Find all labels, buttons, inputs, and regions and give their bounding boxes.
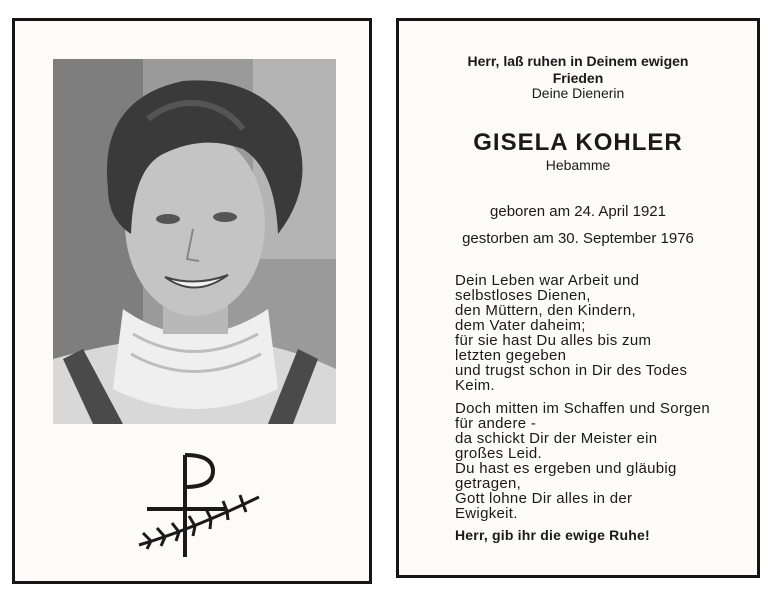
- poem-line: letzten gegeben: [455, 347, 567, 364]
- poem-line: Dein Leben war Arbeit und: [455, 272, 640, 289]
- prayer-line-1: Herr, laß ruhen in Deinem ewigen: [467, 53, 689, 69]
- memorial-card-right: [396, 18, 760, 578]
- birth-date: geboren am 24. April 1921: [490, 203, 666, 220]
- poem-stanza-2: [455, 401, 755, 521]
- prayer-line-2: Frieden: [552, 70, 604, 86]
- poem-line: Ewigkeit.: [455, 505, 518, 522]
- poem-line: Du hast es ergeben und gläubig: [455, 460, 677, 477]
- profession: Hebamme: [545, 157, 611, 173]
- portrait-photo: [53, 59, 336, 424]
- closing-prayer: Herr, gib ihr die ewige Ruhe!: [455, 527, 650, 543]
- poem-line: und trugst schon in Dir des Todes: [455, 362, 688, 379]
- poem-line: getragen,: [455, 475, 522, 492]
- poem-line: Doch mitten im Schaffen und Sorgen: [455, 400, 711, 417]
- poem-line: da schickt Dir der Meister ein: [455, 430, 658, 447]
- poem-stanza-1: [455, 273, 755, 393]
- poem-line: den Müttern, den Kindern,: [455, 302, 636, 319]
- prayer-heading: [399, 53, 757, 87]
- death-date: gestorben am 30. September 1976: [462, 230, 694, 247]
- deceased-name: GISELA KOHLER: [473, 129, 683, 156]
- poem-line: für sie hast Du alles bis zum: [455, 332, 652, 349]
- poem-line: Gott lohne Dir alles in der: [455, 490, 633, 507]
- poem-line: großes Leid.: [455, 445, 542, 462]
- poem-line: Keim.: [455, 377, 495, 394]
- poem-line: für andere -: [455, 415, 537, 432]
- servant-line: Deine Dienerin: [531, 85, 625, 101]
- poem-line: dem Vater daheim;: [455, 317, 586, 334]
- chi-rho-palm-icon: [133, 449, 263, 567]
- memorial-card-left: [12, 18, 372, 584]
- poem-line: selbstloses Dienen,: [455, 287, 591, 304]
